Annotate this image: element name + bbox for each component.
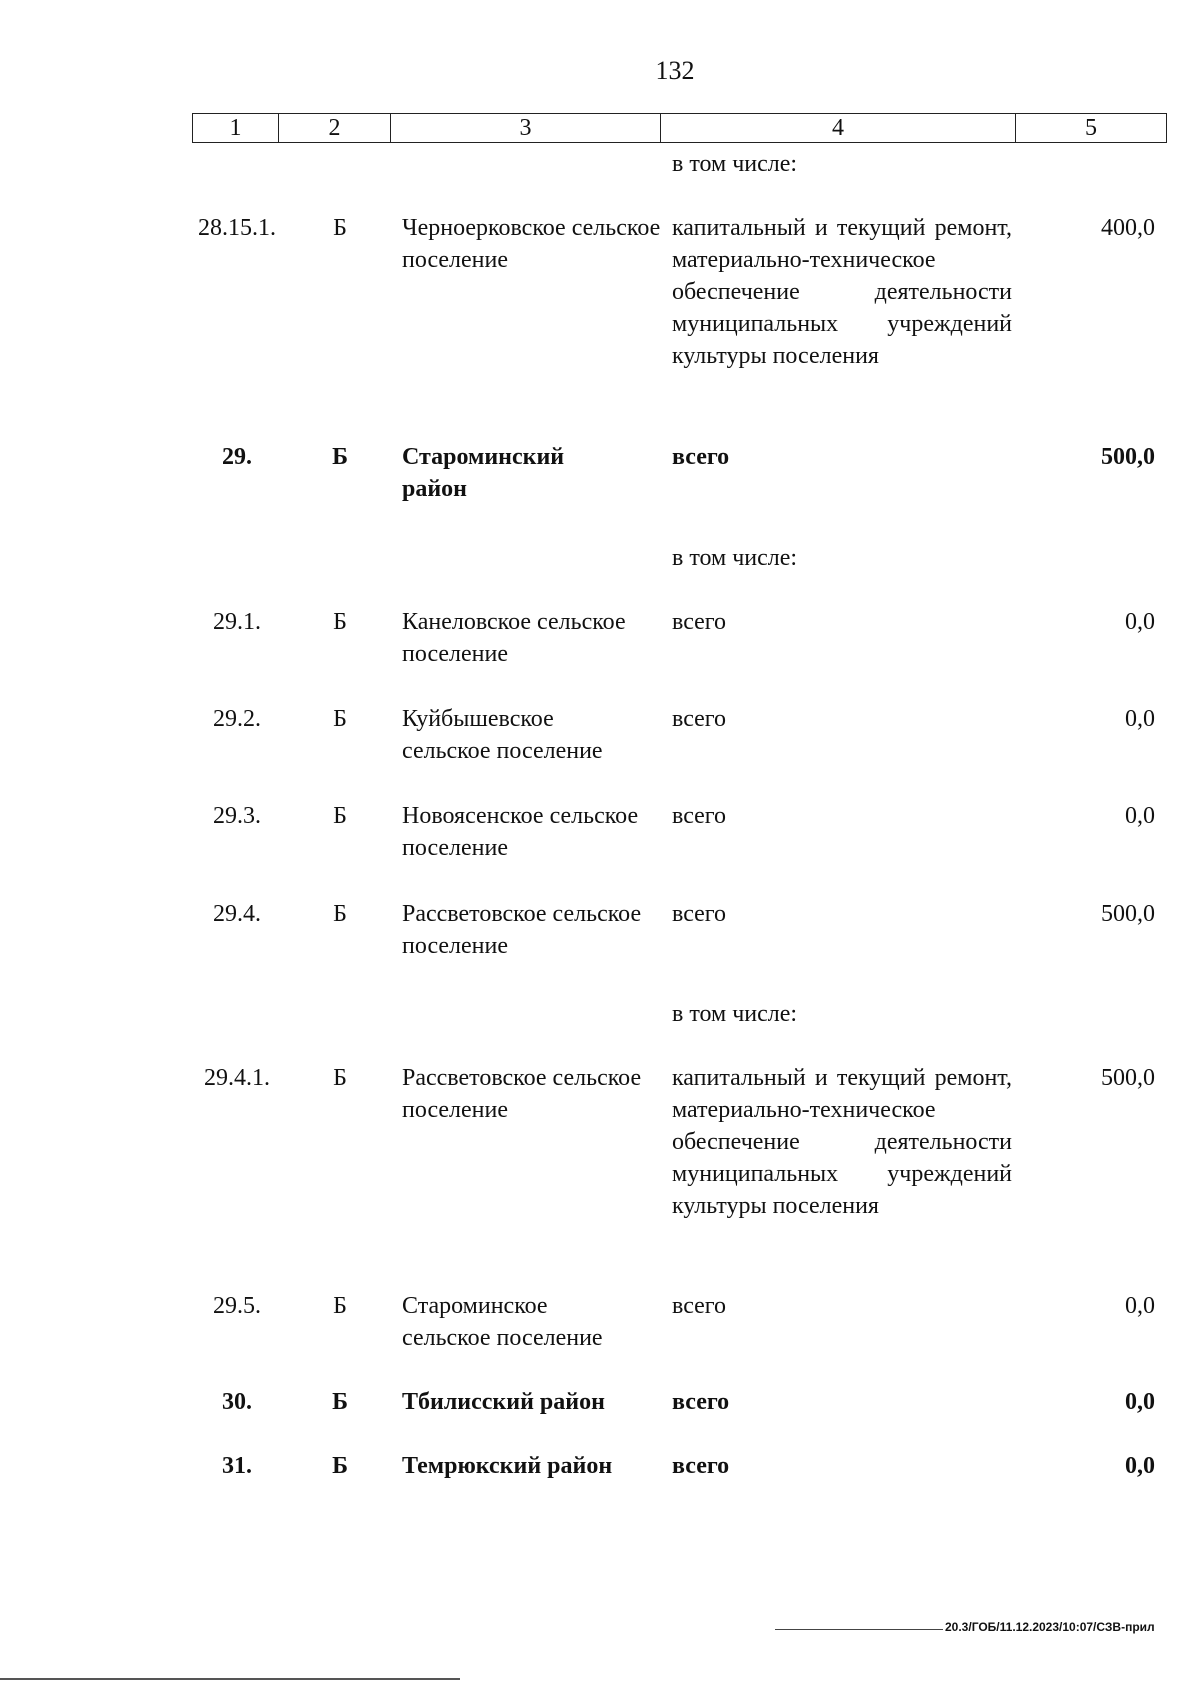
row-type: Б — [333, 706, 347, 732]
row-number: 29. — [222, 444, 252, 470]
column-header-3: 3 — [391, 114, 661, 143]
row-purpose: всего — [672, 901, 727, 927]
subtotal-caption: в том числе: — [672, 1001, 798, 1027]
row-name: Черноерковское сельское поселение — [402, 215, 661, 273]
row-amount: 0,0 — [1125, 706, 1155, 732]
row-type: Б — [332, 444, 348, 470]
row-type: Б — [333, 803, 347, 829]
row-name: Рассветовское сельское поселение — [402, 901, 642, 959]
row-purpose: всего — [672, 803, 727, 829]
row-type: Б — [332, 1453, 348, 1479]
row-amount: 400,0 — [1101, 215, 1155, 241]
row-number: 31. — [222, 1453, 252, 1479]
row-number: 29.5. — [213, 1293, 261, 1319]
page-number: 132 — [655, 56, 695, 85]
row-number: 30. — [222, 1389, 252, 1415]
row-purpose: всего — [672, 1389, 730, 1415]
row-purpose: капитальный и текущий ремонт, материально-техническое обеспечение деятельности муниципальных учреждений культуры поселения — [672, 215, 1012, 369]
row-purpose: всего — [672, 1453, 730, 1479]
row-type: Б — [333, 901, 347, 927]
row-number: 29.3. — [213, 803, 261, 829]
row-amount: 0,0 — [1125, 803, 1155, 829]
column-header-1: 1 — [193, 114, 279, 143]
row-number: 28.15.1. — [198, 215, 276, 241]
row-name: Староминский район — [402, 444, 565, 502]
row-purpose: капитальный и текущий ремонт, материально-техническое обеспечение деятельности муниципальных учреждений культуры поселения — [672, 1065, 1012, 1219]
column-header-2: 2 — [279, 114, 391, 143]
column-header-5: 5 — [1016, 114, 1167, 143]
row-purpose: всего — [672, 1293, 727, 1319]
subtotal-caption: в том числе: — [672, 545, 798, 571]
row-name: Рассветовское сельское поселение — [402, 1065, 642, 1123]
footer-divider — [775, 1629, 943, 1630]
subtotal-caption: в том числе: — [672, 151, 798, 177]
row-type: Б — [333, 1065, 347, 1091]
row-name: Староминское сельское поселение — [402, 1293, 603, 1351]
row-name: Темрюкский район — [402, 1453, 613, 1479]
row-purpose: всего — [672, 609, 727, 635]
bottom-rule — [0, 1678, 460, 1680]
row-purpose: всего — [672, 706, 727, 732]
row-number: 29.2. — [213, 706, 261, 732]
row-type: Б — [333, 1293, 347, 1319]
row-amount: 0,0 — [1125, 1453, 1155, 1479]
row-name: Куйбышевское сельское поселение — [402, 706, 603, 764]
column-header-table — [192, 113, 1167, 143]
row-amount: 500,0 — [1101, 901, 1155, 927]
row-type: Б — [333, 215, 347, 241]
row-purpose: всего — [672, 444, 730, 470]
row-name: Тбилисский район — [402, 1389, 605, 1415]
row-name: Новоясенское сельское поселение — [402, 803, 639, 861]
column-header-row — [193, 114, 1167, 143]
row-name: Канеловское сельское поселение — [402, 609, 626, 667]
row-type: Б — [333, 609, 347, 635]
column-header-4: 4 — [661, 114, 1016, 143]
row-amount: 0,0 — [1125, 1293, 1155, 1319]
row-number: 29.4.1. — [204, 1065, 270, 1091]
row-amount: 0,0 — [1125, 1389, 1155, 1415]
row-number: 29.4. — [213, 901, 261, 927]
row-type: Б — [332, 1389, 348, 1415]
row-number: 29.1. — [213, 609, 261, 635]
row-amount: 500,0 — [1101, 1065, 1155, 1091]
row-amount: 0,0 — [1125, 609, 1155, 635]
document-footer-code: 20.3/ГОБ/11.12.2023/10:07/СЗВ-прил — [945, 1620, 1155, 1634]
row-amount: 500,0 — [1101, 444, 1155, 470]
